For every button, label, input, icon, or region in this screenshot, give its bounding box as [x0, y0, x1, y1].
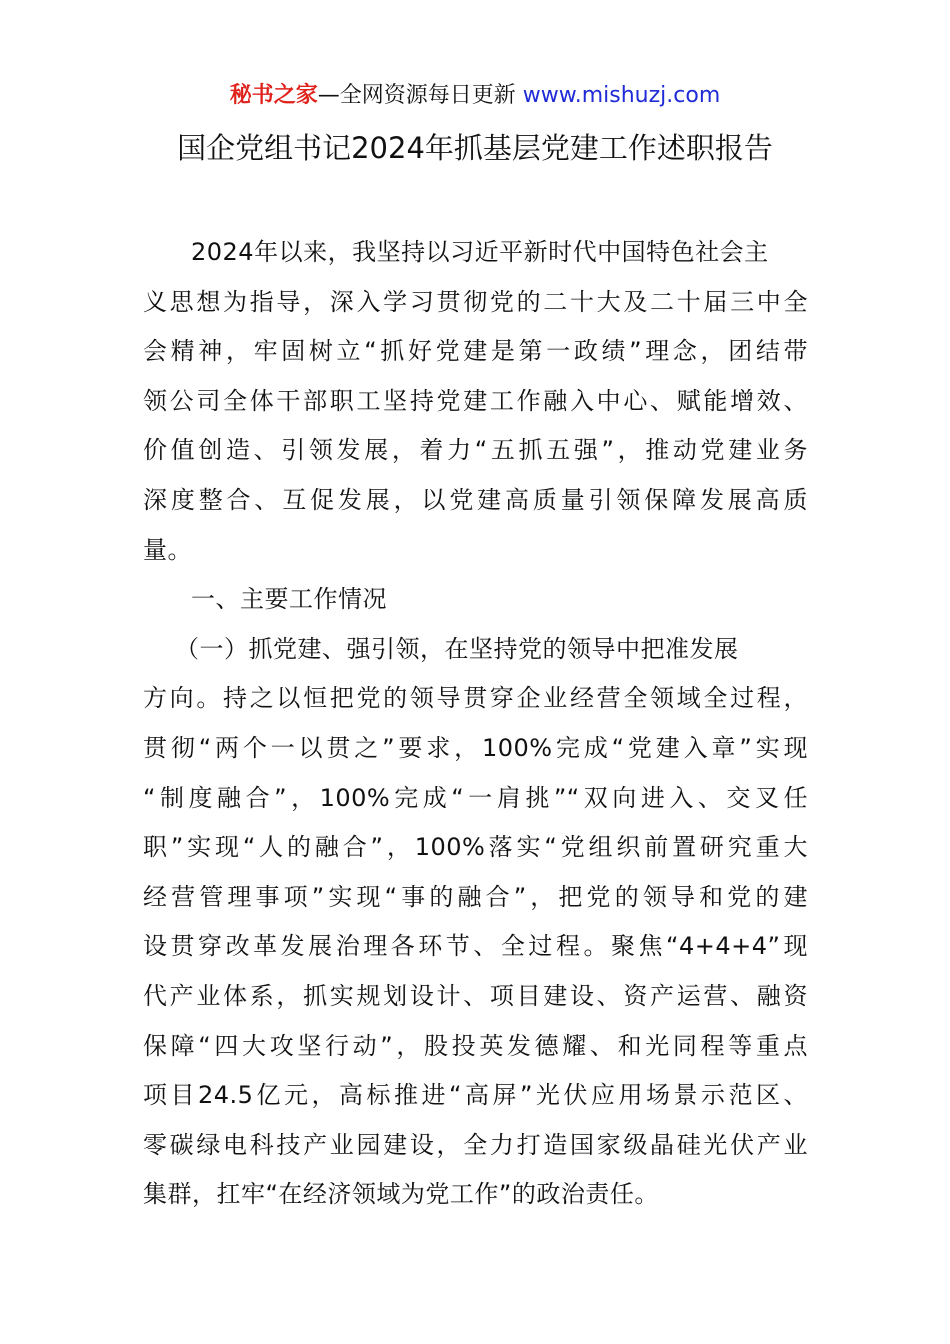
body-line: 集群，扛牢“在经济领域为党工作”的政治责任。 [143, 1180, 659, 1209]
body-line: 量。 [143, 535, 192, 564]
body-line: 领公司全体干部职工坚持党建工作融入中心、赋能增效、 [143, 386, 808, 415]
body-line: 职”实现“人的融合”，100%落实“党组织前置研究重大 [143, 833, 808, 862]
section-heading: 一、主要工作情况 [191, 585, 387, 614]
document-title: 国企党组书记2024年抓基层党建工作述职报告 [177, 131, 773, 165]
body-line: 经营管理事项”实现“事的融合”，把党的领导和党的建 [143, 882, 808, 911]
body-line: 2024年以来，我坚持以习近平新时代中国特色社会主 [191, 238, 769, 266]
body-line: 义思想为指导，深入学习贯彻党的二十大及二十届三中全 [143, 287, 808, 316]
body-line: 方向。持之以恒把党的领导贯穿企业经营全领域全过程， [143, 684, 808, 713]
header-tagline: —全网资源每日更新 [317, 83, 523, 108]
body-line: 项目24.5亿元，高标推进“高屏”光伏应用场景示范区、 [143, 1081, 808, 1110]
subsection-heading-line: （一）抓党建、强引领，在坚持党的领导中把准发展 [175, 634, 739, 663]
site-link[interactable]: www.mishuzj.com [522, 83, 721, 108]
body-line: 零碳绿电科技产业园建设，全力打造国家级晶硅光伏产业 [143, 1130, 808, 1159]
header-banner [0, 80, 950, 112]
document-body [143, 228, 808, 1220]
body-line: 贯彻“两个一以贯之”要求，100%完成“党建入章”实现 [143, 733, 808, 762]
body-line: 设贯穿改革发展治理各环节、全过程。聚焦“4+4+4”现 [143, 932, 808, 961]
body-line: 深度整合、互促发展，以党建高质量引领保障发展高质 [143, 485, 808, 514]
body-line: “制度融合”，100%完成“一肩挑”“双向进入、交叉任 [143, 783, 808, 812]
body-line: 保障“四大攻坚行动”，股投英发德耀、和光同程等重点 [143, 1031, 808, 1060]
body-line: 价值创造、引领发展，着力“五抓五强”，推动党建业务 [143, 436, 808, 465]
body-line: 代产业体系，抓实规划设计、项目建设、资产运营、融资 [143, 981, 808, 1010]
body-line: 会精神，牢固树立“抓好党建是第一政绩”理念，团结带 [143, 337, 808, 366]
brand-name: 秘书之家 [229, 83, 318, 108]
